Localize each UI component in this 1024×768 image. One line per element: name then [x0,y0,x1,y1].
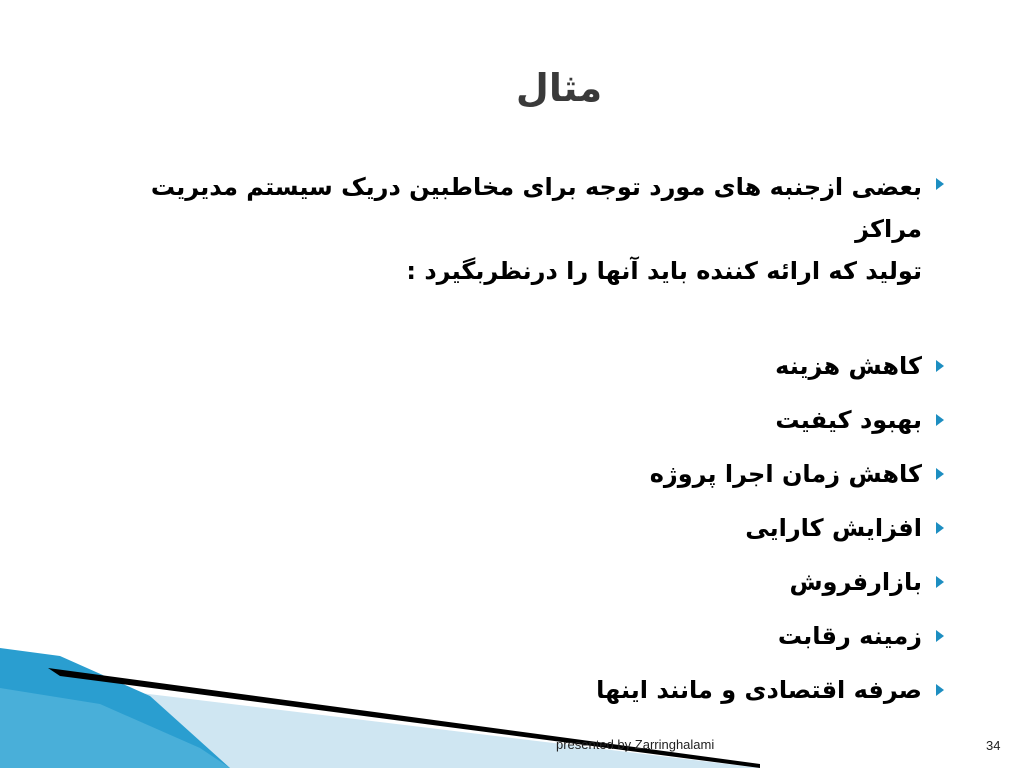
list-item-label: افزایش کارایی [745,514,922,542]
triangle-bullet-icon [936,360,944,372]
intro-bullet [100,166,940,292]
triangle-bullet-icon [936,468,944,480]
triangle-bullet-icon [936,522,944,534]
list-item-label: بازارفروش [789,568,922,596]
intro-line-2: تولید که ارائه کننده باید آنها را درنظربگیرد : [406,257,922,285]
list-item-label: بهبود کیفیت [775,406,922,434]
page-number: 34 [986,738,1001,753]
list-item-label: کاهش هزینه [775,352,922,380]
list-item-label: زمینه رقابت [777,622,922,650]
list-item-label: کاهش زمان اجرا پروژه [649,460,922,488]
triangle-bullet-icon [936,684,944,696]
list-item [100,456,940,510]
slide-title: مثال [515,66,603,110]
slide-content [100,166,940,726]
list-item-label: صرفه اقتصادی و مانند اینها [596,676,922,704]
list-item [100,510,940,564]
triangle-bullet-icon [936,414,944,426]
intro-line-1: بعضی ازجنبه های مورد توجه برای مخاطبین دریک سیستم مدیریت مراکز [150,173,922,243]
triangle-bullet-icon [936,576,944,588]
list-item [100,564,940,618]
triangle-bullet-icon [936,630,944,642]
triangle-bullet-icon [936,178,944,190]
list-item [100,348,940,402]
list-item [100,402,940,456]
footer-text: presented by Zarringhalami [556,737,715,752]
